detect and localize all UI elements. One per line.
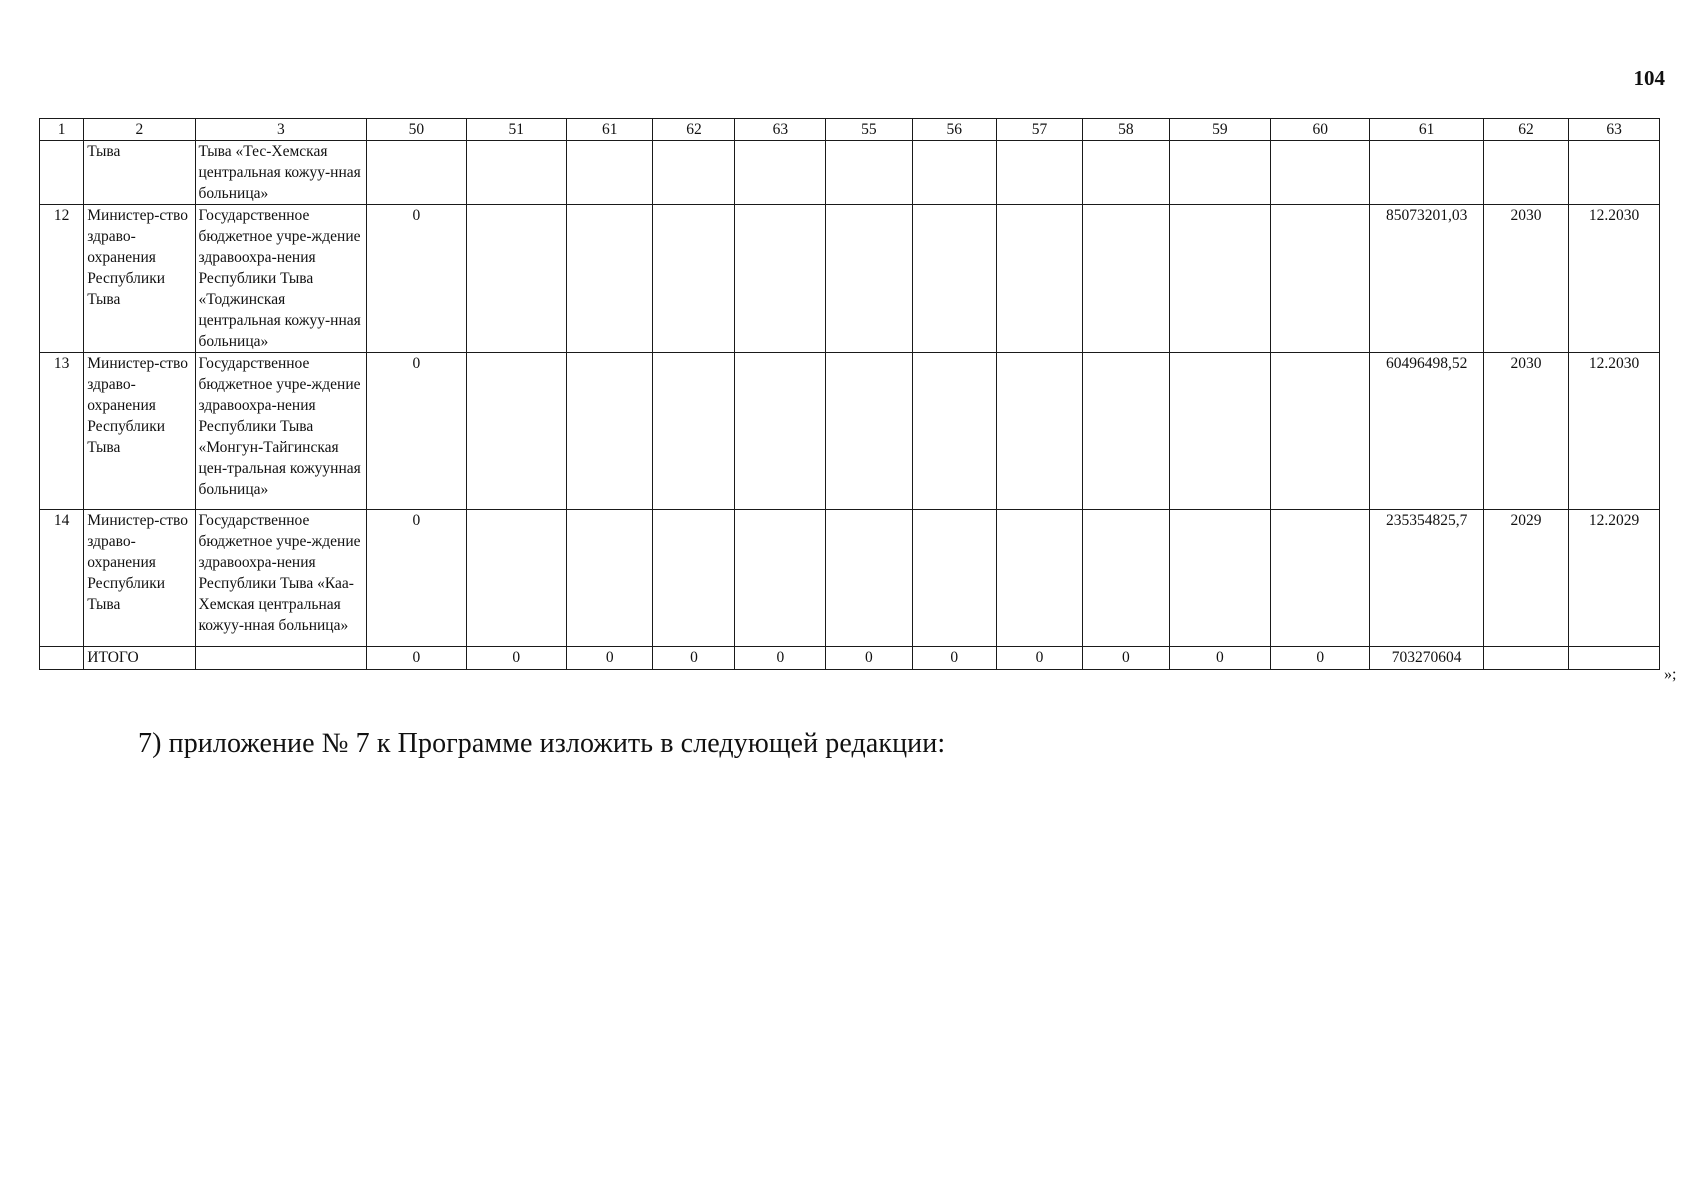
table-cell	[1083, 510, 1169, 647]
header-cell: 50	[367, 119, 466, 141]
table-cell	[195, 647, 367, 670]
table-cell	[735, 141, 826, 205]
header-cell: 61	[567, 119, 653, 141]
table-cell: 0	[735, 647, 826, 670]
table-cell	[912, 141, 996, 205]
table-cell	[653, 141, 735, 205]
table-cell	[466, 205, 566, 353]
table-cell	[466, 353, 566, 510]
table-cell: Тыва «Тес-Хемская центральная кожуу-нная больница»	[195, 141, 367, 205]
table-cell	[1083, 141, 1169, 205]
table-cell	[1271, 353, 1370, 510]
table-cell	[826, 353, 912, 510]
table-row	[40, 510, 1660, 647]
table-cell: Министер-ство здраво-охранения Республики Тыва	[84, 205, 195, 353]
table-cell: Государственное бюджетное учре-ждение здравоохра-нения Республики Тыва «Монгун-Тайгинская цен-тральная кожуунная больница»	[195, 353, 367, 510]
table-cell	[1569, 141, 1660, 205]
header-cell: 55	[826, 119, 912, 141]
table-cell	[826, 510, 912, 647]
table-cell	[567, 353, 653, 510]
header-cell: 58	[1083, 119, 1169, 141]
table-cell	[1483, 647, 1568, 670]
table-cell	[567, 205, 653, 353]
header-cell: 2	[84, 119, 195, 141]
table-cell: 2030	[1483, 205, 1568, 353]
table-cell: 12.2029	[1569, 510, 1660, 647]
table-cell: 60496498,52	[1370, 353, 1483, 510]
table-cell	[826, 141, 912, 205]
table-cell	[1370, 141, 1483, 205]
header-cell: 51	[466, 119, 566, 141]
table-cell	[826, 205, 912, 353]
header-cell: 63	[735, 119, 826, 141]
table-cell	[1169, 353, 1271, 510]
table-cell	[996, 141, 1082, 205]
table-cell: 12.2030	[1569, 353, 1660, 510]
table-cell: Министер-ство здраво-охранения Республики Тыва	[84, 353, 195, 510]
table-cell: Тыва	[84, 141, 195, 205]
table-cell: 12.2030	[1569, 205, 1660, 353]
table-cell	[367, 141, 466, 205]
table-cell	[912, 205, 996, 353]
table-cell: 0	[367, 353, 466, 510]
table-cell: 0	[653, 647, 735, 670]
table-cell	[653, 205, 735, 353]
header-row	[40, 119, 1660, 141]
header-cell: 60	[1271, 119, 1370, 141]
table-cell	[912, 510, 996, 647]
table-cell	[1569, 647, 1660, 670]
table-cell	[466, 141, 566, 205]
table-body	[40, 141, 1660, 670]
table-cell	[1271, 205, 1370, 353]
budget-table	[39, 118, 1660, 670]
table-cell: 0	[466, 647, 566, 670]
table-cell	[1271, 510, 1370, 647]
table-cell: 0	[826, 647, 912, 670]
table-cell: 85073201,03	[1370, 205, 1483, 353]
header-cell: 57	[996, 119, 1082, 141]
table-cell	[40, 647, 84, 670]
table-cell	[1169, 141, 1271, 205]
table-cell: ИТОГО	[84, 647, 195, 670]
table-cell: Министер-ство здраво-охранения Республики Тыва	[84, 510, 195, 647]
table-cell	[1483, 141, 1568, 205]
header-cell: 62	[653, 119, 735, 141]
table-cell: 0	[367, 510, 466, 647]
header-cell: 1	[40, 119, 84, 141]
table-cell	[1083, 353, 1169, 510]
table-cell	[40, 141, 84, 205]
table-cell: Государственное бюджетное учре-ждение здравоохра-нения Республики Тыва «Каа-Хемская центральная кожуу-нная больница»	[195, 510, 367, 647]
table-cell: 0	[1169, 647, 1271, 670]
table-row	[40, 353, 1660, 510]
header-cell: 63	[1569, 119, 1660, 141]
header-cell: 59	[1169, 119, 1271, 141]
table-cell: 0	[1271, 647, 1370, 670]
table-cell: Государственное бюджетное учре-ждение здравоохра-нения Республики Тыва «Тоджинская центральная кожуу-нная больница»	[195, 205, 367, 353]
table-cell	[996, 205, 1082, 353]
table-cell	[735, 510, 826, 647]
table-cell: 0	[367, 647, 466, 670]
table-cell	[466, 510, 566, 647]
table-cell	[1169, 510, 1271, 647]
table-cell	[567, 510, 653, 647]
table-cell	[912, 353, 996, 510]
table-row	[40, 205, 1660, 353]
table-cell: 703270604	[1370, 647, 1483, 670]
table-cell	[1083, 205, 1169, 353]
header-cell: 3	[195, 119, 367, 141]
table-cell	[567, 141, 653, 205]
table-cell: 0	[1083, 647, 1169, 670]
table-cell: 0	[567, 647, 653, 670]
table-cell: 235354825,7	[1370, 510, 1483, 647]
table-cell: 12	[40, 205, 84, 353]
instruction-text: 7) приложение № 7 к Программе изложить в следующей редакции:	[138, 728, 946, 759]
table-row	[40, 141, 1660, 205]
header-cell: 56	[912, 119, 996, 141]
table-cell: 0	[367, 205, 466, 353]
header-cell: 62	[1483, 119, 1568, 141]
table-cell: 2030	[1483, 353, 1568, 510]
table-cell: 14	[40, 510, 84, 647]
closing-quote-mark: »;	[1664, 666, 1677, 683]
table-cell: 13	[40, 353, 84, 510]
header-cell: 61	[1370, 119, 1483, 141]
table-cell	[653, 510, 735, 647]
table-cell	[1271, 141, 1370, 205]
table-cell	[996, 353, 1082, 510]
table-cell	[996, 510, 1082, 647]
table-cell: 0	[912, 647, 996, 670]
table-cell: 2029	[1483, 510, 1568, 647]
table-cell	[735, 353, 826, 510]
page-number: 104	[1633, 66, 1665, 90]
table-cell	[1169, 205, 1271, 353]
table-cell	[653, 353, 735, 510]
table-cell	[735, 205, 826, 353]
total-row	[40, 647, 1660, 670]
table-cell: 0	[996, 647, 1082, 670]
